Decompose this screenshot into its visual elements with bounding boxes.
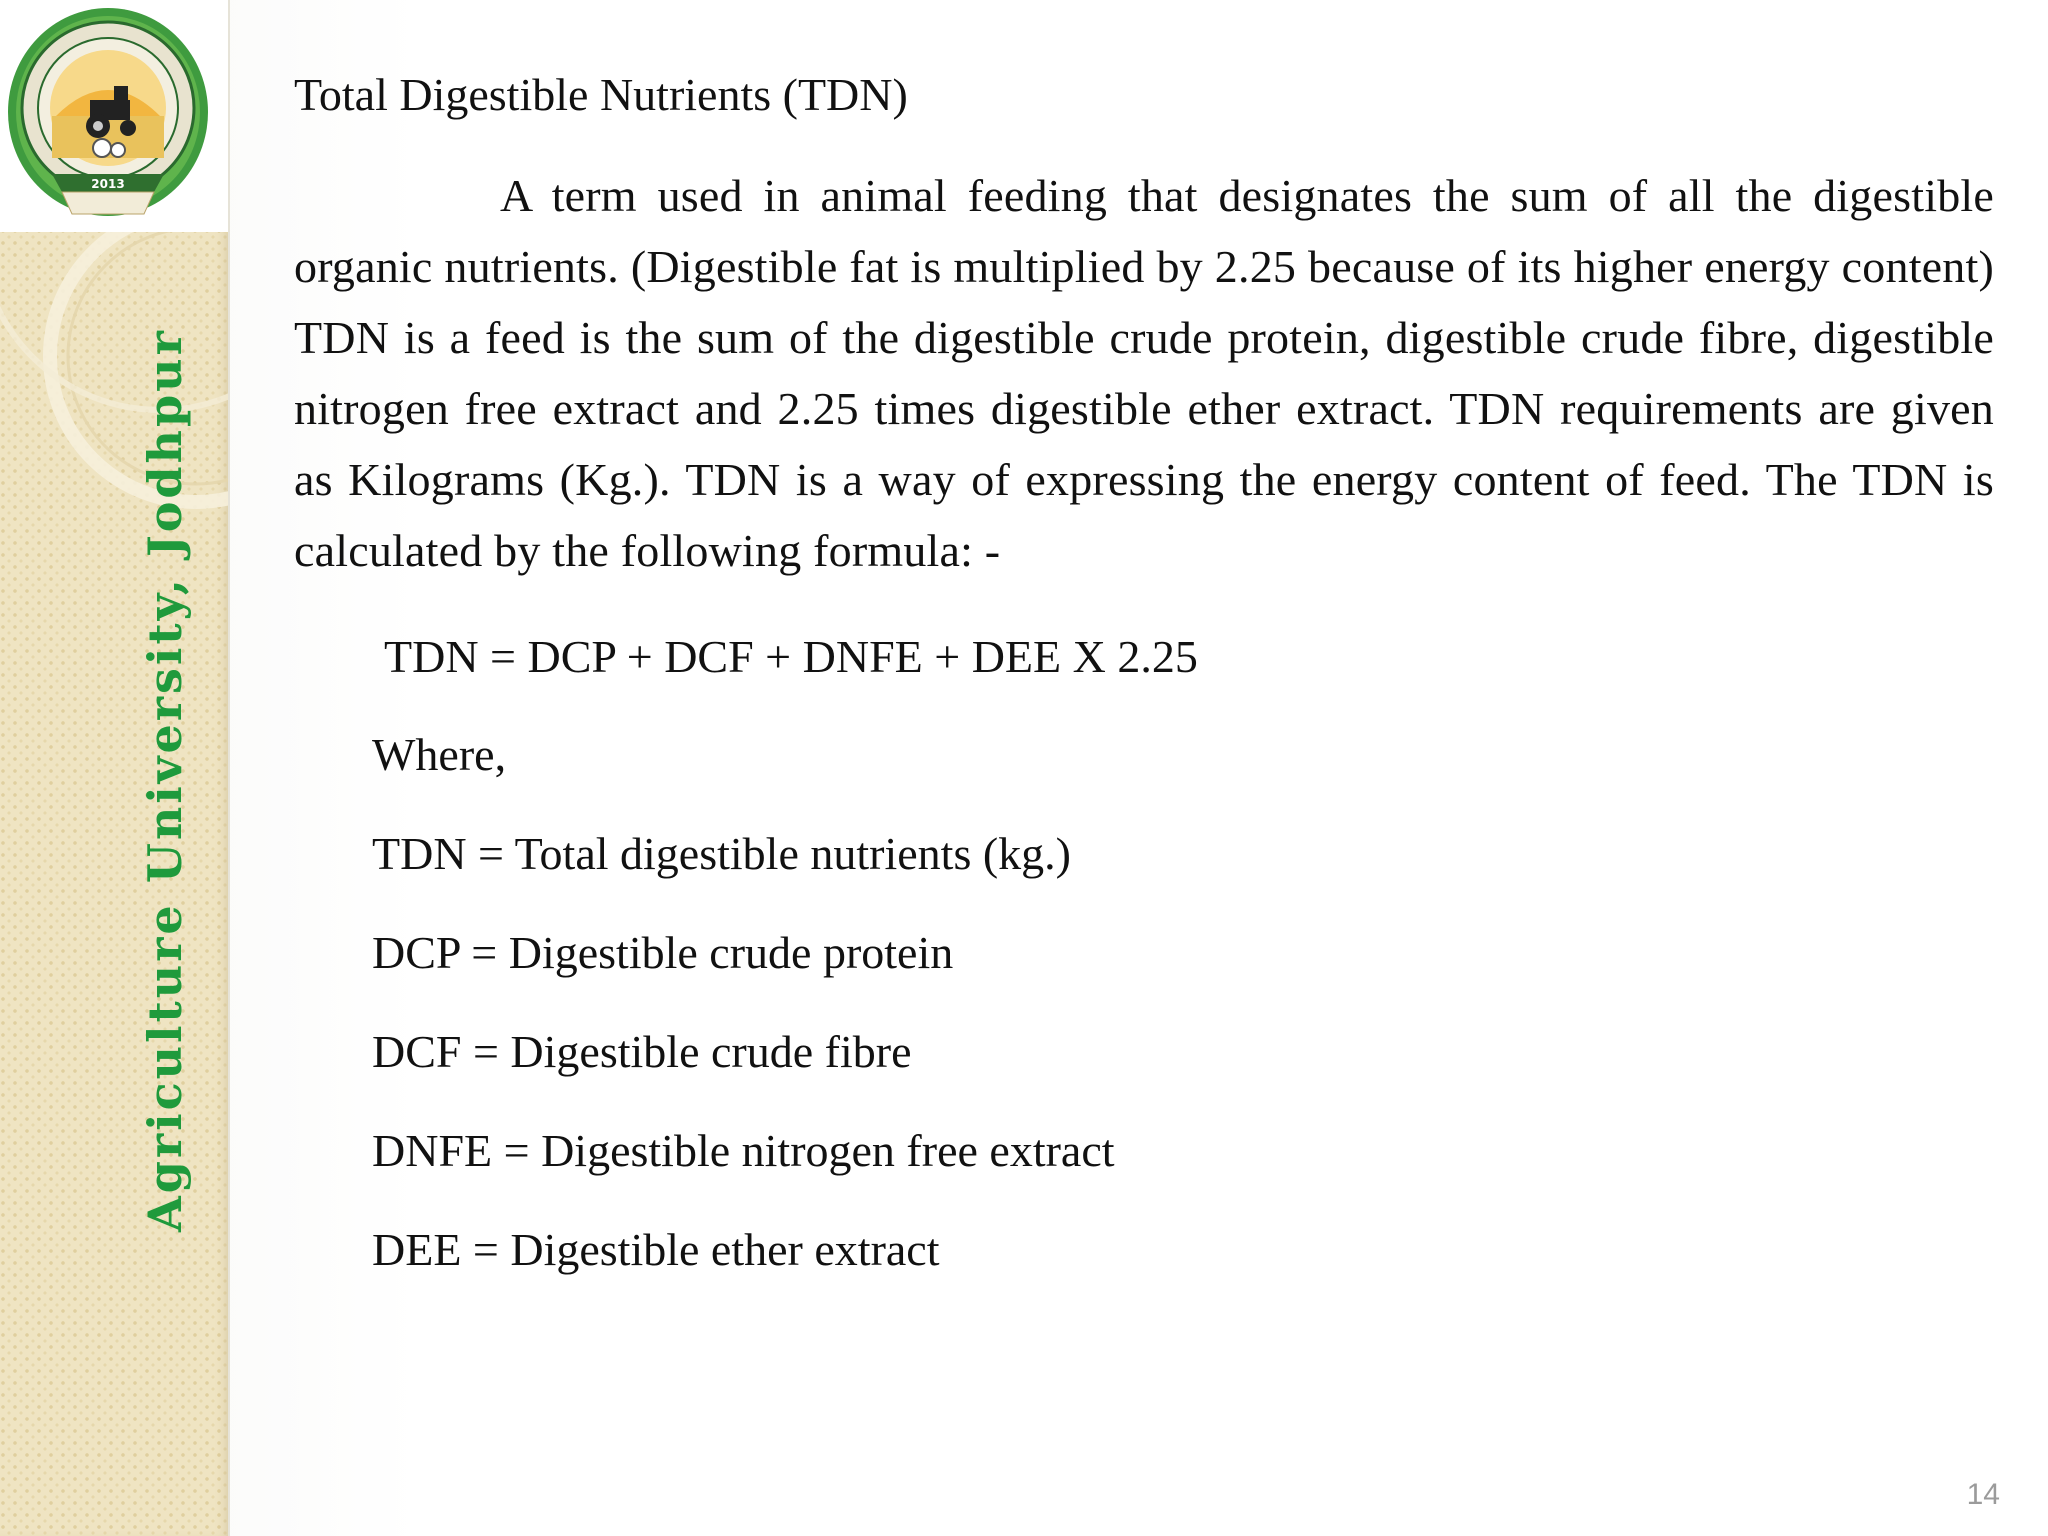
university-seal-icon — [4, 4, 224, 228]
university-logo — [0, 0, 228, 232]
where-label: Where, — [372, 729, 507, 780]
university-name-vertical: Agriculture University, Jodhpur — [138, 328, 192, 1232]
page-number: 14 — [1966, 1478, 2000, 1511]
tdn-formula: TDN = DCP + DCF + DNFE + DEE X 2.25 — [384, 631, 1198, 682]
tdn-description-paragraph: A term used in animal feeding that designates the sum of all the digestible organic nutrients. (Digestible fat is multiplied by 2.25 because of its higher energy content) TDN is a feed is the sum of the digestible crude protein, digestible crude fibre, digestible nitrogen free extract and 2.25 times digestible ether extract. TDN requirements are given as Kilograms (Kg.). TDN is a way of expressing the energy content of feed. The TDN is calculated by the following formula: - — [294, 170, 1994, 576]
logo-year: 2013 — [91, 177, 125, 191]
definition-item-dnfe: DNFE = Digestible nitrogen free extract — [372, 1125, 1115, 1176]
definition-item-dcp: DCP = Digestible crude protein — [372, 927, 954, 978]
definition-list — [372, 819, 1994, 1285]
decorative-sidebar — [0, 0, 230, 1536]
definition-item-dcf: DCF = Digestible crude fibre — [372, 1026, 912, 1077]
slide-content — [294, 60, 1994, 1285]
slide-heading: Total Digestible Nutrients (TDN) — [294, 69, 908, 120]
definition-item-dee: DEE = Digestible ether extract — [372, 1224, 940, 1275]
definition-item-tdn: TDN = Total digestible nutrients (kg.) — [372, 828, 1071, 879]
